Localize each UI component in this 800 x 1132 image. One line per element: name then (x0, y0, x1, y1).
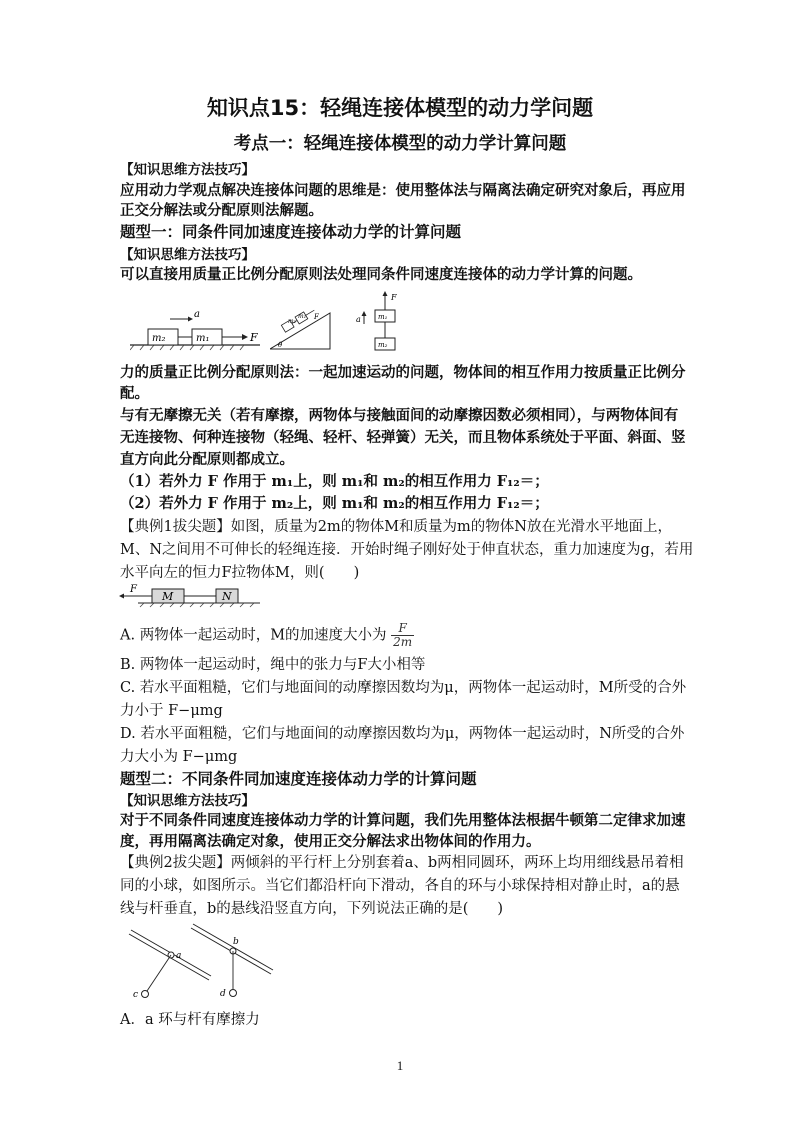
example1-stem-1: 【典例1拔尖题】如图，质量为2m的物体M和质量为m的物体N放在光滑水平地面上， (120, 519, 672, 535)
type1-question-2: （2）若外力 F 作用于 m₂上，则 m₁和 m₂的相互作用力 F₁₂＝； (120, 495, 549, 512)
figure-inclined-rods (125, 922, 285, 1004)
type1-para-5: 直方向此分配原则都成立。 (120, 451, 294, 468)
type1-tag: 【知识思维方法技巧】 (120, 247, 255, 263)
type1-line-1: 可以直接用质量正比例分配原则法处理同条件同速度连接体的动力学计算的问题。 (120, 266, 642, 283)
fig1-F-label: F (250, 331, 258, 344)
figure-M-N-blocks (118, 583, 268, 609)
figMN-N-label: N (222, 590, 232, 603)
type1-para-3: 与有无摩擦无关（若有摩擦，两物体与接触面间的动摩擦因数必须相同），与两物体间有 (120, 407, 679, 424)
type1-question-1: （1）若外力 F 作用于 m₁上，则 m₁和 m₂的相互作用力 F₁₂＝； (120, 473, 549, 490)
fig2-m2-label: m₂ (288, 318, 297, 325)
figMN-M-label: M (162, 590, 174, 603)
intro-line-1: 应用动力学观点解决连接体问题的思维是：使用整体法与隔离法确定研究对象后，再应用 (120, 182, 686, 199)
fig3-a-label: a (356, 315, 361, 324)
figure-horizontal-blocks (130, 305, 270, 355)
example1-option-C-2: 力小于 F−μmg (120, 703, 223, 719)
fraction (391, 622, 414, 649)
example2-stem-2: 同的小球，如图所示。当它们都沿杆向下滑动，各自的环与小球保持相对静止时，a的悬 (120, 878, 680, 894)
option-A-text: A. 两物体一起运动时，M的加速度大小为 (120, 627, 387, 644)
type2-line-2: 度，再用隔离法确定对象，使用正交分解法求出物体间的作用力。 (120, 833, 541, 850)
type2-line-1: 对于不同条件同速度连接体动力学的计算问题，我们先用整体法根据牛顿第二定律求加速 (120, 812, 686, 829)
example2-stem-1: 【典例2拔尖题】两倾斜的平行杆上分别套着a、b两相同圆环，两环上均用细线悬吊着相 (120, 855, 684, 871)
example1-option-C-1: C. 若水平面粗糙，它们与地面间的动摩擦因数均为μ，两物体一起运动时，M所受的合外 (120, 680, 687, 696)
fig2-F-label: F (314, 313, 319, 321)
fraction-denominator: 2m (393, 635, 413, 649)
figRods-b-label: b (233, 937, 239, 947)
figRods-c-label: c (133, 990, 139, 1000)
fig2-theta-label: θ (278, 341, 283, 349)
example1-stem-2: M、N之间用不可伸长的轻绳连接．开始时绳子刚好处于伸直状态，重力加速度为g，若用 (120, 542, 694, 558)
example1-option-D-1: D. 若水平面粗糙，它们与地面间的动摩擦因数均为μ，两物体一起运动时，N所受的合外 (120, 726, 685, 742)
fig1-a-label: a (194, 309, 200, 320)
figRods-d-label: d (220, 989, 226, 999)
page-subtitle: 考点一：轻绳连接体模型的动力学计算问题 (233, 134, 567, 154)
fig1-m1-label: m₁ (196, 333, 210, 344)
type2-heading: 题型二：不同条件同加速度连接体动力学的计算问题 (120, 770, 477, 788)
example1-option-B: B. 两物体一起运动时，绳中的张力与F大小相等 (120, 657, 426, 673)
type1-para-1: 力的质量正比例分配原则法：一起加速运动的问题，物体间的相互作用力按质量正比例分 (120, 364, 686, 381)
example1-option-A (120, 622, 414, 649)
fig3-m2-label: m₂ (378, 341, 388, 349)
figMN-F-label: F (130, 584, 137, 595)
type1-heading: 题型一：同条件同加速度连接体动力学的计算问题 (120, 223, 462, 241)
example2-option-A: A．a 环与杆有摩擦力 (120, 1012, 260, 1028)
fig1-m2-label: m₂ (152, 333, 166, 344)
method-tag: 【知识思维方法技巧】 (120, 162, 255, 178)
type2-tag: 【知识思维方法技巧】 (120, 793, 255, 809)
example1-option-D-2: 力大小为 F−μmg (120, 749, 238, 765)
figure-incline-blocks (270, 305, 360, 355)
page-title: 知识点15：轻绳连接体模型的动力学问题 (206, 96, 594, 120)
type1-para-2: 配。 (120, 385, 149, 402)
fig2-m1-label: m₁ (298, 313, 307, 320)
page-number: 1 (396, 1058, 404, 1073)
figRods-a-label: a (176, 951, 182, 961)
fig3-m1-label: m₁ (378, 313, 388, 321)
type1-para-4: 无连接物、何种连接物（轻绳、轻杆、轻弹簧）无关，而且物体系统处于平面、斜面、竖 (120, 429, 686, 446)
example2-stem-3: 线与杆垂直，b的悬线沿竖直方向，下列说法正确的是( ) (120, 901, 504, 917)
example1-stem-3: 水平向左的恒力F拉物体M，则( ) (120, 565, 360, 581)
fig3-F-label: F (391, 293, 397, 302)
intro-line-2: 正交分解法或分配原则法解题。 (120, 202, 323, 219)
figure-vertical-blocks (355, 290, 415, 360)
fraction-numerator: F (391, 622, 414, 636)
